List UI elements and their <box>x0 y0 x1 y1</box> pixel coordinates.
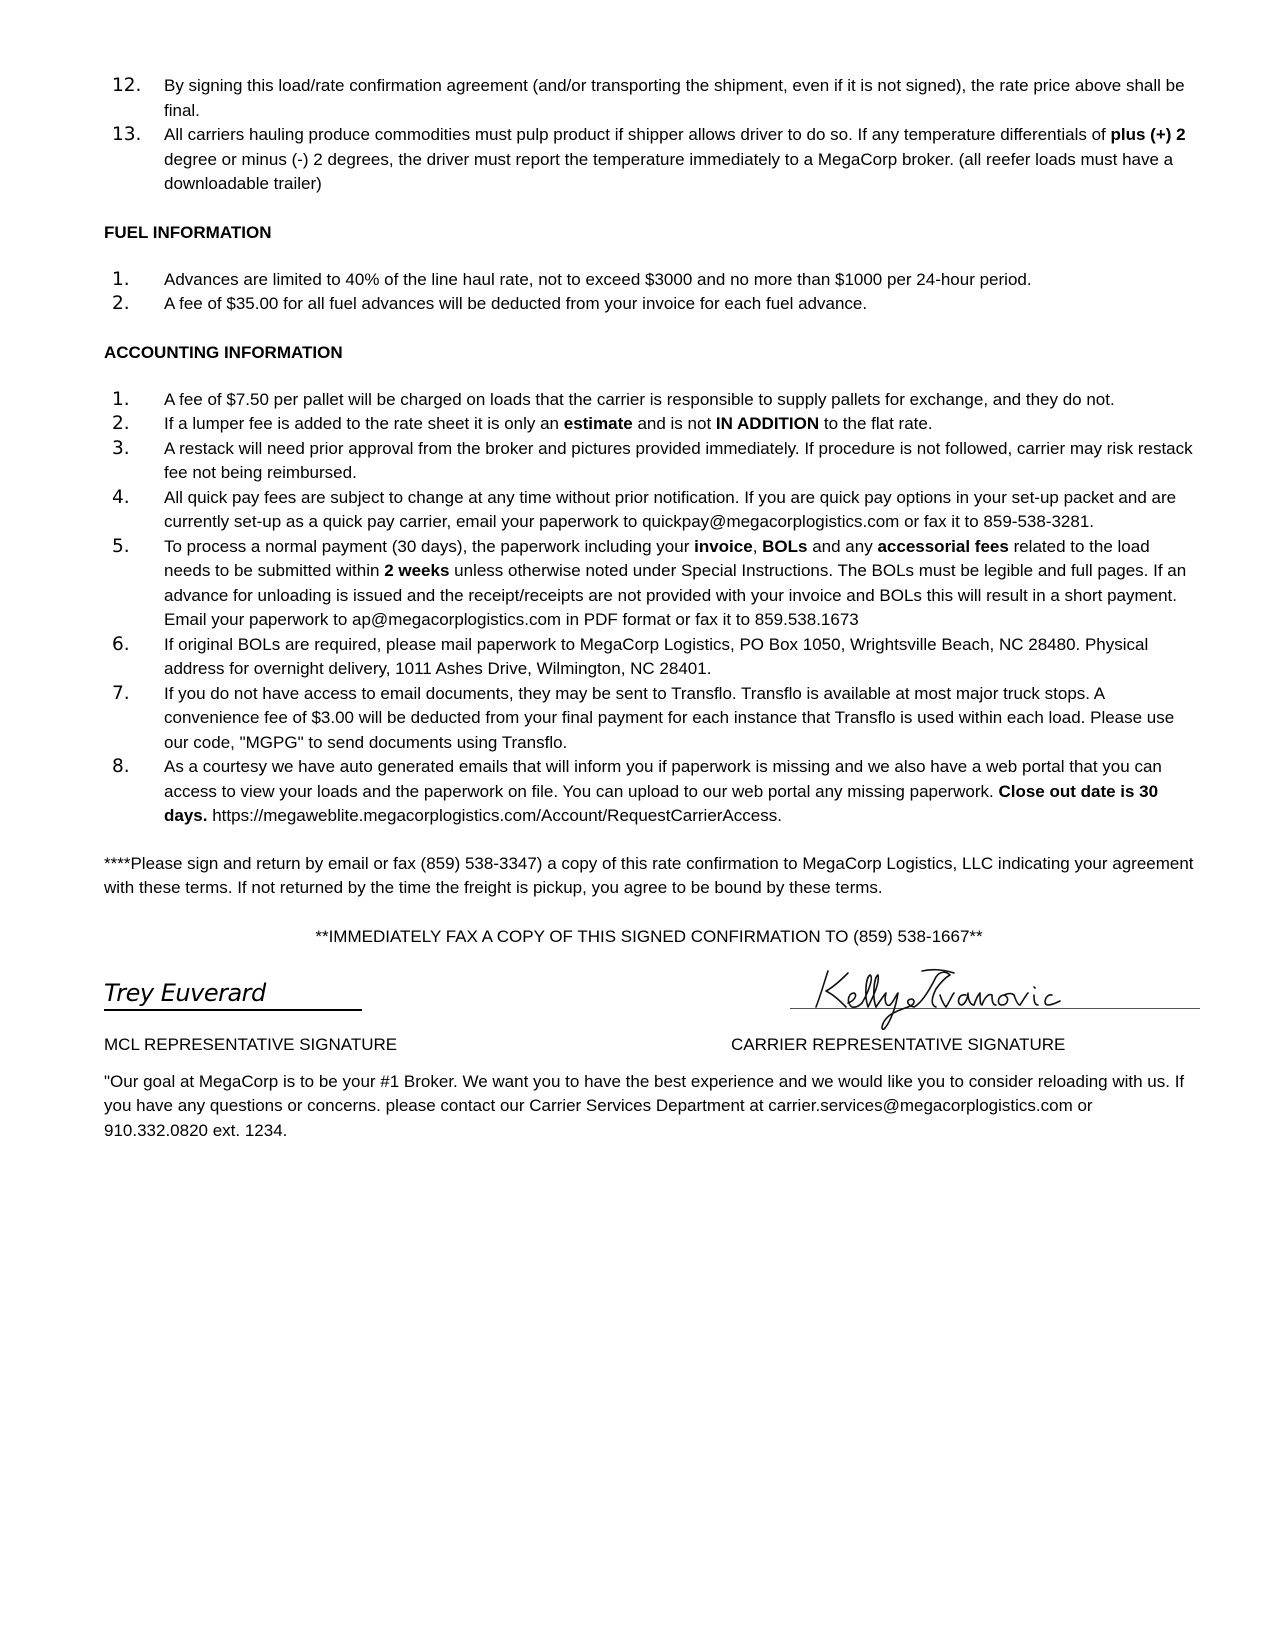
item-text: A restack will need prior approval from the broker and pictures provided immediately. If procedure is not followed, carrier may risk restack fee not being reimbursed. <box>164 438 1193 482</box>
accounting-item <box>104 682 1194 756</box>
fuel-item <box>104 268 1194 293</box>
mcl-signature: Trey Euverard <box>104 978 266 1007</box>
text-run: unless otherwise noted under Special Instructions. The BOLs must be legible and full pages. If an advance for unloading is issued and the receipt/receipts are not provided with your invoice and BOLs this will result in a short payment. Email your paperwork to ap@megacorplogistics.com in PDF format or fax it to 859.538.1673 <box>164 561 1187 629</box>
item-number: 1. <box>112 268 130 290</box>
item-text <box>164 535 1194 633</box>
text-run: and is not <box>632 414 716 433</box>
mcl-signature-label: MCL REPRESENTATIVE SIGNATURE <box>104 1034 398 1054</box>
accounting-item <box>104 535 1194 633</box>
item-number: 2. <box>112 293 130 314</box>
bold-run: accessorial fees <box>877 536 1009 556</box>
item-text: Advances are limited to 40% of the line haul rate, not to exceed $3000 and no more than $1000 per 24-hour period. <box>164 269 1032 289</box>
text-run: degree or minus (-) 2 degrees, the driver must report the temperature immediately to a MegaCorp broker. (all reefer loads must have a downloadable trailer) <box>164 149 1174 193</box>
item-number: 3. <box>112 437 130 459</box>
bold-run: plus (+) 2 <box>1110 125 1186 144</box>
accounting-item <box>104 437 1194 486</box>
item-text: A fee of $7.50 per pallet will be charged on loads that the carrier is responsible to supply pallets for exchange, and they do not. <box>164 389 1115 409</box>
return-instructions: ****Please sign and return by email or fax (859) 538-3347) a copy of this rate confirmation to MegaCorp Logistics, LLC indicating your agreement with these terms. If not returned by the time the freight is pickup, you agree to be bound by these terms. <box>104 853 1194 897</box>
text-run: If a lumper fee is added to the rate sheet it is only an <box>164 414 564 433</box>
accounting-information-heading: ACCOUNTING INFORMATION <box>104 342 343 362</box>
carrier-handwritten-signature <box>790 963 1200 1035</box>
item-number: 7. <box>112 682 130 704</box>
item-text <box>164 412 1194 437</box>
item-number: 2. <box>112 413 130 434</box>
item-text: By signing this load/rate confirmation agreement (and/or transporting the shipment, even if it is not signed), the rate price above shall be final. <box>164 76 1185 120</box>
fuel-item <box>104 292 1194 317</box>
accounting-item <box>104 486 1194 535</box>
accounting-information-list <box>104 388 1194 829</box>
item-number: 5. <box>112 535 130 557</box>
text-run: to the flat rate. <box>819 414 933 433</box>
text-run: and any <box>807 536 878 556</box>
bold-run: invoice <box>694 536 753 556</box>
accounting-item <box>104 755 1194 829</box>
carrier-signature-area <box>790 963 1200 1035</box>
terms-list-continued <box>104 74 1194 197</box>
bold-run: Close out date is 30 days. <box>164 781 1159 825</box>
item-text: All quick pay fees are subject to change at any time without prior notification. If you are quick pay options in your set-up packet and are currently set-up as a quick pay carrier, email your paperwork to quickpay@megacorplogistics.com or fax it to 859-538-3281. <box>164 487 1177 531</box>
item-text <box>164 755 1194 829</box>
accounting-item <box>104 633 1194 682</box>
accounting-item <box>104 388 1194 413</box>
item-text: If you do not have access to email documents, they may be sent to Transflo. Transflo is available at most major truck stops. A convenience fee of $3.00 will be deducted from your final payment for each instance that Transflo is used within each load. Please use our code, "MGPG" to send documents using Transflo. <box>164 683 1175 752</box>
item-text: If original BOLs are required, please mail paperwork to MegaCorp Logistics, PO Box 1050, Wrightsville Beach, NC 28480. Physical address for overnight delivery, 1011 Ashes Drive, Wilmington, NC 28401. <box>164 634 1149 678</box>
bold-run: IN ADDITION <box>715 414 820 433</box>
accounting-item <box>104 412 1194 437</box>
item-number: 1. <box>112 388 130 410</box>
signature-block <box>104 963 1194 1073</box>
item-number: 13. <box>112 124 142 145</box>
text-run: , <box>752 536 763 556</box>
text-run: To process a normal payment (30 days), the paperwork including your <box>164 536 695 556</box>
item-text: A fee of $35.00 for all fuel advances will be deducted from your invoice for each fuel advance. <box>164 294 868 313</box>
rate-confirmation-page <box>104 74 1194 1143</box>
item-number: 8. <box>112 756 130 777</box>
carrier-signature-label: CARRIER REPRESENTATIVE SIGNATURE <box>731 1034 1066 1054</box>
bold-run: 2 weeks <box>384 561 450 580</box>
fuel-information-heading: FUEL INFORMATION <box>104 222 272 242</box>
mcl-signature-line <box>104 979 362 1011</box>
bold-run: BOLs <box>762 536 808 556</box>
item-number: 12. <box>112 75 142 96</box>
closing-message: "Our goal at MegaCorp is to be your #1 Broker. We want you to have the best experience and we would like you to consider reloading with us. If you have any questions or concerns. please contact our Carrier Services Department at carrier.services@megacorplogistics.com or 910.332.0820 ext. 1234. <box>104 1071 1185 1140</box>
item-number: 6. <box>112 633 130 655</box>
text-run: related to the load needs to be submitted within <box>164 536 1150 580</box>
bold-run: estimate <box>563 414 633 433</box>
item-text <box>164 123 1194 197</box>
fuel-information-list <box>104 268 1194 317</box>
text-run: All carriers hauling produce commodities must pulp product if shipper allows driver to do so. If any temperature differentials of <box>164 125 1111 144</box>
text-run: As a courtesy we have auto generated emails that will inform you if paperwork is missing and we also have a web portal that you can access to view your loads and the paperwork on file. You can upload to our web portal any missing paperwork. <box>164 757 1162 801</box>
item-number: 4. <box>112 486 130 508</box>
text-run: https://megaweblite.megacorplogistics.com/Account/RequestCarrierAccess. <box>207 806 782 825</box>
fax-instruction: **IMMEDIATELY FAX A COPY OF THIS SIGNED CONFIRMATION TO (859) 538-1667** <box>315 926 983 946</box>
term-item-13 <box>104 123 1194 197</box>
term-item-12 <box>104 74 1194 123</box>
